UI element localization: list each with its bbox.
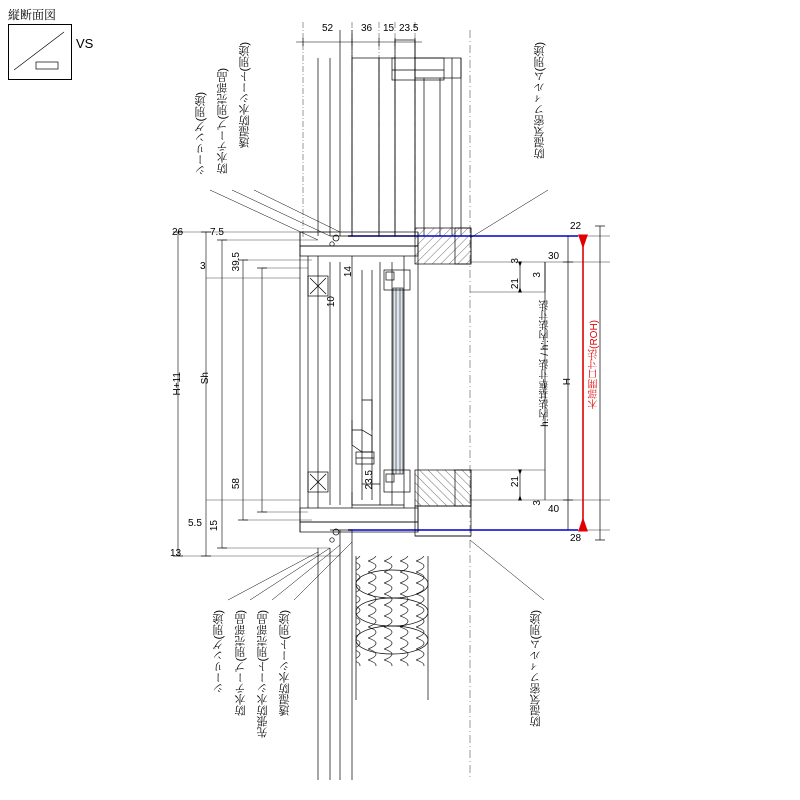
dim-right-3-top: 3 [532, 272, 543, 278]
dim-left-sh: Sh [200, 372, 211, 385]
dim-right-28: 28 [570, 533, 582, 544]
dim-left-58: 58 [231, 478, 242, 490]
dim-right-3-upper: 3 [510, 258, 521, 264]
dim-left-23-5: 23.5 [364, 470, 375, 490]
dim-top-15: 15 [383, 23, 395, 34]
dim-left-39-5: 39.5 [231, 252, 242, 272]
dim-left-26: 26 [172, 227, 184, 238]
dim-top-36: 36 [361, 23, 373, 34]
dim-left-14: 14 [343, 266, 354, 278]
callout-top-breathable-sheet: 透湿防水シート(別途) [239, 42, 251, 149]
page-title: 縦断面図 [8, 8, 57, 22]
dim-left-h11: H+11 [172, 372, 183, 396]
dim-top-52: 52 [322, 23, 334, 34]
callout-top-waterproof-tape: 防水テープ(別売部品) [217, 68, 229, 175]
dim-right-H: H [562, 378, 573, 386]
dim-left-5-5: 5.5 [188, 518, 202, 529]
callout-bottom-waterproof-tape: 防水テープ(別売部品) [235, 610, 247, 717]
dim-left-3: 3 [200, 261, 206, 272]
dim-right-21-bottom: 21 [510, 476, 521, 488]
callout-bottom-pre-waterproof-sheet: 先張防水シート(別売部品) [257, 610, 269, 739]
dim-right-40: 40 [548, 504, 560, 515]
callout-top-sealing: シーリング(別途) [195, 92, 207, 177]
dim-left-10: 10 [326, 296, 337, 308]
dim-right-30: 30 [548, 251, 560, 262]
dim-left-7-5: 7.5 [210, 227, 224, 238]
dim-right-21-top: 21 [510, 278, 521, 290]
dim-left-15: 15 [209, 520, 220, 532]
callout-top-vapor-film: 防湿気密フィルム(別途) [534, 42, 546, 160]
callout-bottom-sealing: シーリング(別途) [213, 610, 225, 695]
callout-bottom-vapor-film: 防湿気密フィルム(別途) [530, 610, 542, 728]
dim-right-3-bottom: 3 [532, 500, 543, 506]
dim-top-23-5: 23.5 [399, 23, 419, 34]
callout-bottom-breathable-sheet: 透湿防水シート(別途) [279, 610, 291, 717]
dim-right-22: 22 [570, 221, 582, 232]
legend-label: VS [76, 36, 94, 51]
dim-h-standard-label: h:内法基準寸法 / h′:内法寸法 [540, 300, 551, 427]
dim-roh-label: 木部開口寸法(ROH) [589, 320, 600, 409]
dim-left-13: 13 [170, 548, 182, 559]
